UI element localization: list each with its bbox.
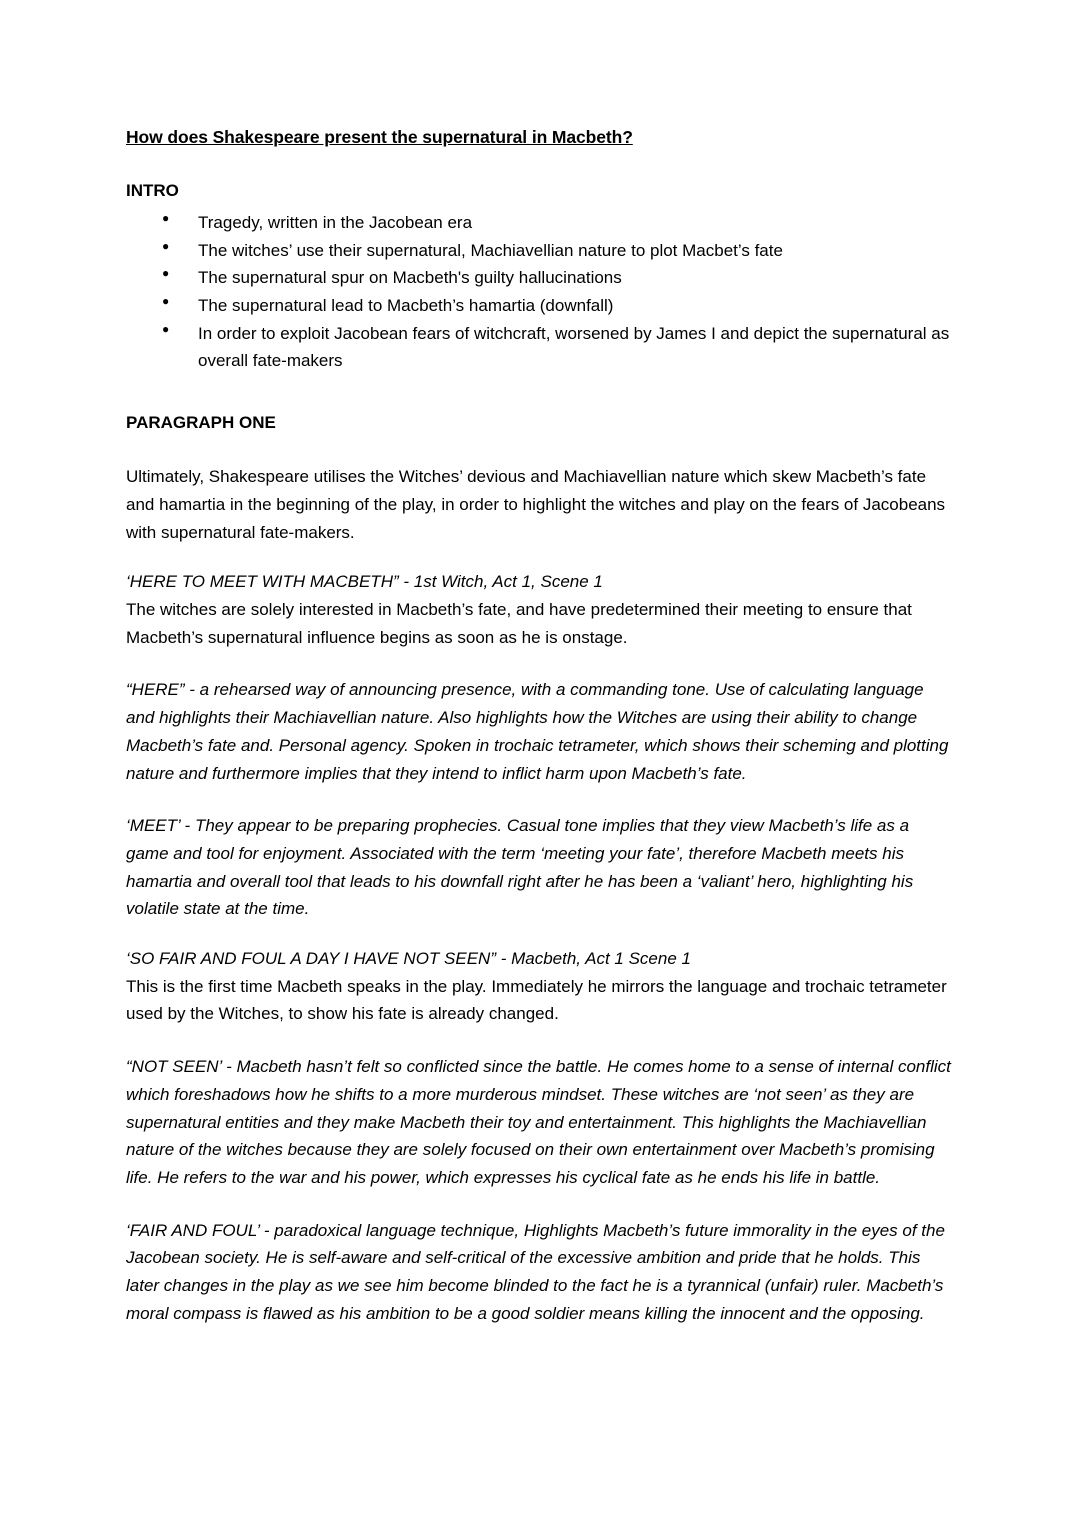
quote-one-explanation: The witches are solely interested in Macbeth’s fate, and have predetermined their meeting to ensure that Macbeth’s supernatural influence begins as soon as he is onstage.	[126, 600, 912, 647]
quote-two-explanation: This is the first time Macbeth speaks in the play. Immediately he mirrors the language and trochaic tetrameter used by the Witches, to show his fate is already changed.	[126, 976, 947, 1024]
intro-heading: INTRO	[126, 180, 179, 200]
spacer	[126, 435, 952, 463]
list-item: ● Tragedy, written in the Jacobean era	[162, 209, 952, 237]
spacer	[126, 546, 952, 568]
list-item: ● In order to exploit Jacobean fears of witchcraft, worsened by James I and depict the supernatural as overall fate-makers	[162, 320, 952, 375]
quote-one-analysis-here: “HERE” - a rehearsed way of announcing presence, with a commanding tone. Use of calculating language and highlights their Machiavellian nature. Also highlights how the Witches are using their ability to change Macbeth’s fate and. Personal agency. Spoken in trochaic tetrameter, which shows their scheming and plotting nature and furthermore implies that they intend to inflict harm upon Macbeth’s fate.	[126, 680, 949, 783]
paragraph-one-heading: PARAGRAPH ONE	[126, 412, 276, 432]
page-title: How does Shakespeare present the supernatural in Macbeth?	[126, 127, 633, 147]
list-item: ● The supernatural lead to Macbeth’s hamartia (downfall)	[162, 292, 952, 320]
quote-one-citation: ‘HERE TO MEET WITH MACBETH” - 1st Witch, Act 1, Scene 1	[126, 572, 603, 592]
paragraph-one-opening: Ultimately, Shakespeare utilises the Witches’ devious and Machiavellian nature which skew Macbeth’s fate and hamartia in the beginning of the play, in order to highlight the witches and play on the fears of Jacobeans with supernatural fate-makers.	[126, 467, 946, 542]
quote-two-analysis-not-seen: “NOT SEEN’ - Macbeth hasn’t felt so conflicted since the battle. He comes home to a sense of internal conflict which foreshadows how he shifts to a more murderous mindset. These witches are ‘not seen’ as they are supernatural entities and they make Macbeth their toy and entertainment. This highlights the Machiavellian nature of the witches because they are solely focused on their own entertainment over Macbeth’s promising life. He refers to the war and his power, which expresses his cyclical fate as he ends his life in battle.	[126, 1057, 951, 1187]
quote-two-analysis-fair-foul: ‘FAIR AND FOUL’ - paradoxical language technique, Highlights Macbeth’s future immorality in the eyes of the Jacobean society. He is self-aware and self-critical of the excessive ambition and pride that he holds. This later changes in the play as we see him become blinded to the fact he is a tyrannical (unfair) ruler. Macbeth’s moral compass is flawed as his ambition to be a good soldier means killing the innocent and the opposing.	[126, 1220, 945, 1323]
spacer	[126, 923, 952, 945]
quote-one-analysis-meet: ‘MEET’ - They appear to be preparing prophecies. Casual tone implies that they view Macbeth’s life as a game and tool for enjoyment. Associated with the term ‘meeting your fate’, therefore Macbeth meets his hamartia and overall tool that leads to his downfall right after he has been a ‘valiant’ hero, highlighting his volatile state at the time.	[126, 816, 914, 919]
quote-two-citation: ‘SO FAIR AND FOUL A DAY I HAVE NOT SEEN” - Macbeth, Act 1 Scene 1	[126, 949, 691, 969]
list-item: ● The witches’ use their supernatural, Machiavellian nature to plot Macbet’s fate	[162, 237, 952, 265]
intro-bullet-list	[126, 209, 952, 374]
list-item: ● The supernatural spur on Macbeth's guilty hallucinations	[162, 264, 952, 292]
